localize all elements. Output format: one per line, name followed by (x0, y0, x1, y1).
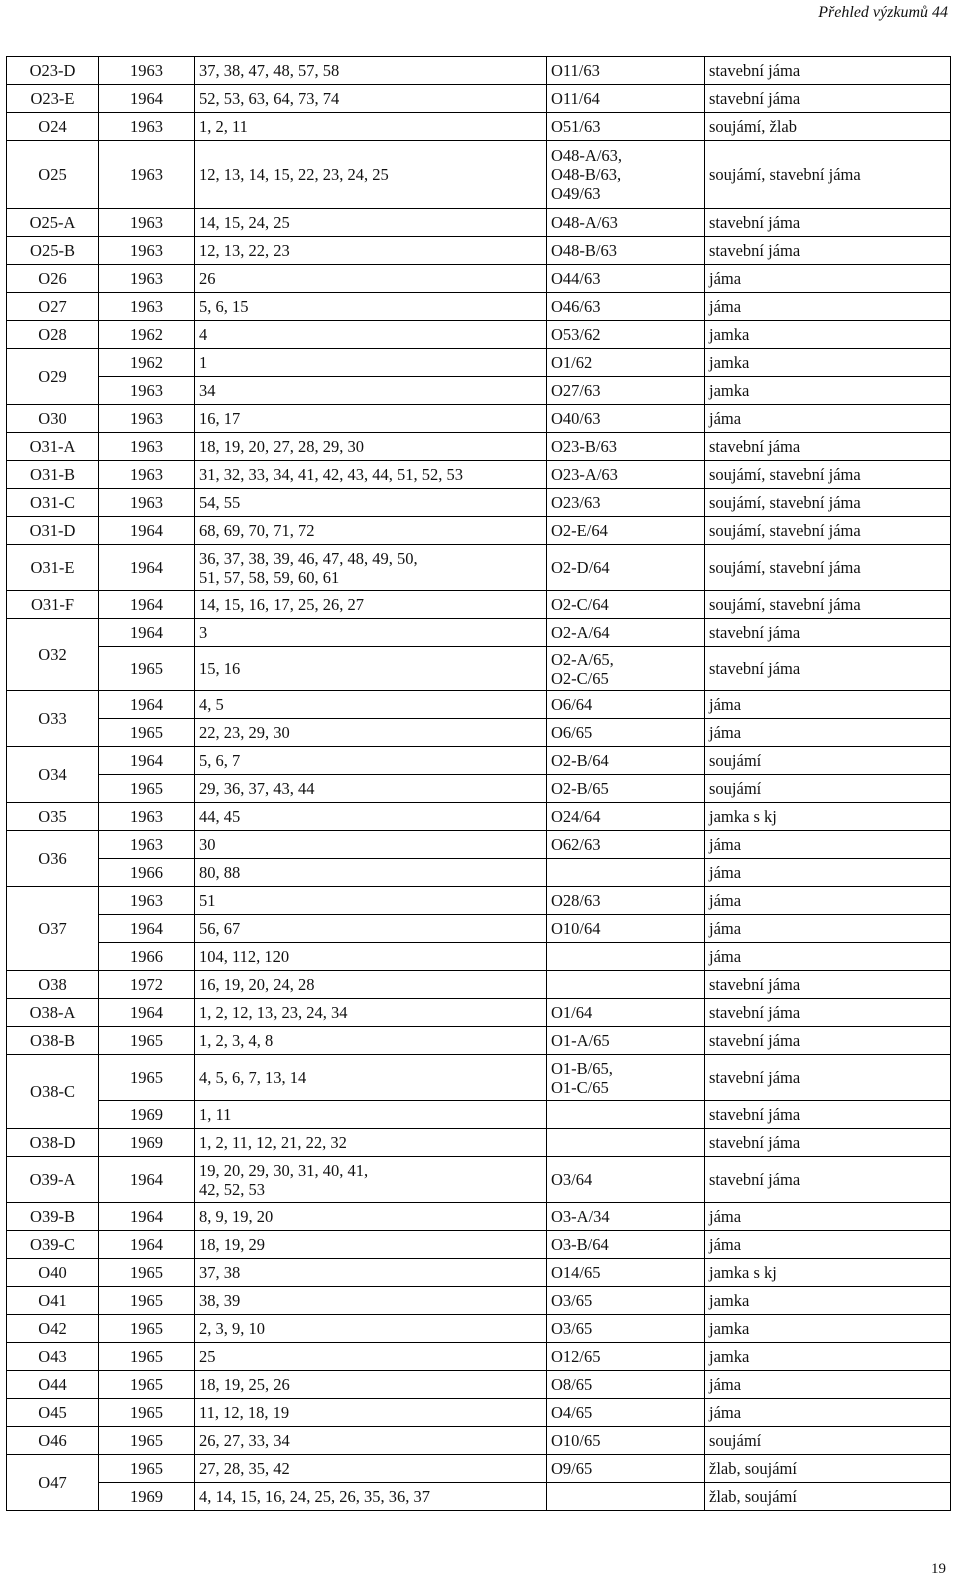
squares-cell: 14, 15, 16, 17, 25, 26, 27 (195, 591, 547, 619)
feature-type-cell: jáma (705, 943, 951, 971)
table-row (7, 999, 951, 1027)
year-cell: 1963 (99, 461, 195, 489)
year-cell: 1963 (99, 433, 195, 461)
feature-type-cell: stavební jáma (705, 1055, 951, 1101)
squares-cell: 29, 36, 37, 43, 44 (195, 775, 547, 803)
squares-cell: 11, 12, 18, 19 (195, 1399, 547, 1427)
object-id-cell: O31-F (7, 591, 99, 619)
feature-code-cell (547, 971, 705, 999)
squares-cell: 5, 6, 15 (195, 293, 547, 321)
year-cell: 1965 (99, 1343, 195, 1371)
feature-type-cell: jáma (705, 1371, 951, 1399)
year-cell: 1963 (99, 887, 195, 915)
feature-type-cell: jamka (705, 349, 951, 377)
object-id-cell: O31-A (7, 433, 99, 461)
year-cell: 1964 (99, 999, 195, 1027)
feature-type-cell: soujámí, stavební jáma (705, 141, 951, 209)
feature-code-cell (547, 859, 705, 887)
year-cell: 1963 (99, 141, 195, 209)
table-row (7, 293, 951, 321)
year-cell: 1964 (99, 591, 195, 619)
year-cell: 1963 (99, 237, 195, 265)
object-id-cell: O45 (7, 1399, 99, 1427)
table-row (7, 1259, 951, 1287)
year-cell: 1964 (99, 691, 195, 719)
table-row (7, 113, 951, 141)
object-id-cell: O33 (7, 691, 99, 747)
feature-code-cell: O62/63 (547, 831, 705, 859)
squares-cell: 18, 19, 25, 26 (195, 1371, 547, 1399)
squares-cell: 1 (195, 349, 547, 377)
feature-type-cell: jáma (705, 887, 951, 915)
year-cell: 1964 (99, 1203, 195, 1231)
feature-code-cell: O3-B/64 (547, 1231, 705, 1259)
squares-cell: 1, 2, 3, 4, 8 (195, 1027, 547, 1055)
object-id-cell: O41 (7, 1287, 99, 1315)
year-cell: 1965 (99, 1027, 195, 1055)
year-cell: 1964 (99, 1231, 195, 1259)
feature-code-cell (547, 1483, 705, 1511)
feature-code-cell: O2-A/64 (547, 619, 705, 647)
table-row (7, 1027, 951, 1055)
year-cell: 1965 (99, 1371, 195, 1399)
table-row (7, 887, 951, 915)
squares-cell: 12, 13, 14, 15, 22, 23, 24, 25 (195, 141, 547, 209)
table-row (7, 1427, 951, 1455)
year-cell: 1963 (99, 489, 195, 517)
year-cell: 1964 (99, 1157, 195, 1203)
year-cell: 1965 (99, 1399, 195, 1427)
object-id-cell: O43 (7, 1343, 99, 1371)
feature-type-cell: soujámí (705, 747, 951, 775)
year-cell: 1964 (99, 915, 195, 943)
year-cell: 1965 (99, 1427, 195, 1455)
object-id-cell: O32 (7, 619, 99, 691)
object-id-cell: O39-A (7, 1157, 99, 1203)
feature-code-cell (547, 1101, 705, 1129)
feature-type-cell: soujámí, stavební jáma (705, 489, 951, 517)
year-cell: 1963 (99, 293, 195, 321)
feature-type-cell: stavební jáma (705, 619, 951, 647)
feature-type-cell: stavební jáma (705, 209, 951, 237)
year-cell: 1969 (99, 1483, 195, 1511)
squares-cell: 26 (195, 265, 547, 293)
squares-cell: 30 (195, 831, 547, 859)
feature-type-cell: jáma (705, 691, 951, 719)
feature-type-cell: jamka s kj (705, 803, 951, 831)
feature-code-cell: O14/65 (547, 1259, 705, 1287)
feature-type-cell: jáma (705, 719, 951, 747)
table-row (7, 321, 951, 349)
year-cell: 1963 (99, 405, 195, 433)
table-row (7, 1129, 951, 1157)
object-id-cell: O30 (7, 405, 99, 433)
feature-type-cell: stavební jáma (705, 971, 951, 999)
object-id-cell: O39-C (7, 1231, 99, 1259)
squares-cell: 12, 13, 22, 23 (195, 237, 547, 265)
object-id-cell: O25 (7, 141, 99, 209)
feature-type-cell: soujámí, stavební jáma (705, 591, 951, 619)
feature-code-cell: O48-A/63 (547, 209, 705, 237)
year-cell: 1962 (99, 349, 195, 377)
table-row (7, 1315, 951, 1343)
object-id-cell: O40 (7, 1259, 99, 1287)
year-cell: 1965 (99, 647, 195, 691)
year-cell: 1964 (99, 619, 195, 647)
squares-cell: 1, 2, 11 (195, 113, 547, 141)
object-id-cell: O38 (7, 971, 99, 999)
table-row (7, 971, 951, 999)
year-cell: 1966 (99, 859, 195, 887)
year-cell: 1963 (99, 209, 195, 237)
table-row (7, 1101, 951, 1129)
object-id-cell: O39-B (7, 1203, 99, 1231)
table-row (7, 141, 951, 209)
year-cell: 1964 (99, 545, 195, 591)
table-row (7, 1231, 951, 1259)
table-row (7, 591, 951, 619)
squares-cell: 19, 20, 29, 30, 31, 40, 41, 42, 52, 53 (195, 1157, 547, 1203)
squares-cell: 5, 6, 7 (195, 747, 547, 775)
table-row (7, 1455, 951, 1483)
feature-code-cell: O48-B/63 (547, 237, 705, 265)
feature-type-cell: jáma (705, 859, 951, 887)
object-id-cell: O29 (7, 349, 99, 405)
feature-code-cell: O48-A/63, O48-B/63, O49/63 (547, 141, 705, 209)
feature-code-cell: O23/63 (547, 489, 705, 517)
object-id-cell: O31-B (7, 461, 99, 489)
feature-type-cell: soujámí, stavební jáma (705, 517, 951, 545)
squares-cell: 34 (195, 377, 547, 405)
feature-type-cell: stavební jáma (705, 647, 951, 691)
object-id-cell: O44 (7, 1371, 99, 1399)
squares-cell: 16, 19, 20, 24, 28 (195, 971, 547, 999)
feature-type-cell: jáma (705, 1231, 951, 1259)
table-row (7, 747, 951, 775)
feature-type-cell: stavební jáma (705, 237, 951, 265)
feature-code-cell: O1/62 (547, 349, 705, 377)
table-row (7, 433, 951, 461)
object-id-cell: O38-D (7, 1129, 99, 1157)
feature-type-cell: jamka (705, 1343, 951, 1371)
feature-type-cell: soujámí, stavební jáma (705, 545, 951, 591)
feature-code-cell: O23-B/63 (547, 433, 705, 461)
object-id-cell: O47 (7, 1455, 99, 1511)
squares-cell: 54, 55 (195, 489, 547, 517)
year-cell: 1969 (99, 1129, 195, 1157)
feature-type-cell: stavební jáma (705, 999, 951, 1027)
table-row (7, 85, 951, 113)
table-row (7, 1157, 951, 1203)
table-row (7, 943, 951, 971)
squares-cell: 4, 5 (195, 691, 547, 719)
squares-cell: 27, 28, 35, 42 (195, 1455, 547, 1483)
table-row (7, 691, 951, 719)
object-id-cell: O35 (7, 803, 99, 831)
table-row (7, 237, 951, 265)
feature-code-cell: O2-B/64 (547, 747, 705, 775)
year-cell: 1965 (99, 719, 195, 747)
squares-cell: 15, 16 (195, 647, 547, 691)
table-row (7, 719, 951, 747)
table-row (7, 265, 951, 293)
squares-cell: 104, 112, 120 (195, 943, 547, 971)
feature-type-cell: jáma (705, 1399, 951, 1427)
squares-cell: 44, 45 (195, 803, 547, 831)
feature-code-cell: O1-B/65, O1-C/65 (547, 1055, 705, 1101)
feature-type-cell: stavební jáma (705, 1027, 951, 1055)
running-header: Přehled výzkumů 44 (818, 4, 948, 21)
table-row (7, 405, 951, 433)
squares-cell: 1, 2, 11, 12, 21, 22, 32 (195, 1129, 547, 1157)
object-id-cell: O38-B (7, 1027, 99, 1055)
object-id-cell: O28 (7, 321, 99, 349)
year-cell: 1963 (99, 113, 195, 141)
object-id-cell: O42 (7, 1315, 99, 1343)
squares-cell: 4, 14, 15, 16, 24, 25, 26, 35, 36, 37 (195, 1483, 547, 1511)
feature-type-cell: jamka (705, 1287, 951, 1315)
feature-type-cell: stavební jáma (705, 85, 951, 113)
table-row (7, 915, 951, 943)
feature-type-cell: stavební jáma (705, 1101, 951, 1129)
table-row (7, 57, 951, 85)
squares-cell: 4, 5, 6, 7, 13, 14 (195, 1055, 547, 1101)
year-cell: 1965 (99, 775, 195, 803)
squares-cell: 52, 53, 63, 64, 73, 74 (195, 85, 547, 113)
object-id-cell: O36 (7, 831, 99, 887)
feature-type-cell: jamka (705, 377, 951, 405)
squares-cell: 2, 3, 9, 10 (195, 1315, 547, 1343)
table-row (7, 545, 951, 591)
feature-code-cell: O2-A/65, O2-C/65 (547, 647, 705, 691)
squares-cell: 8, 9, 19, 20 (195, 1203, 547, 1231)
squares-cell: 80, 88 (195, 859, 547, 887)
feature-code-cell: O28/63 (547, 887, 705, 915)
table-row (7, 647, 951, 691)
table-row (7, 1287, 951, 1315)
feature-code-cell: O3/65 (547, 1315, 705, 1343)
feature-type-cell: soujámí (705, 775, 951, 803)
table-row (7, 461, 951, 489)
table-row (7, 831, 951, 859)
year-cell: 1964 (99, 85, 195, 113)
feature-type-cell: jáma (705, 831, 951, 859)
feature-code-cell: O2-B/65 (547, 775, 705, 803)
feature-type-cell: jáma (705, 265, 951, 293)
squares-cell: 38, 39 (195, 1287, 547, 1315)
feature-code-cell: O23-A/63 (547, 461, 705, 489)
feature-code-cell: O2-E/64 (547, 517, 705, 545)
object-id-cell: O38-A (7, 999, 99, 1027)
year-cell: 1965 (99, 1055, 195, 1101)
excavation-table (6, 56, 951, 1511)
table-row (7, 489, 951, 517)
feature-code-cell: O24/64 (547, 803, 705, 831)
squares-cell: 37, 38, 47, 48, 57, 58 (195, 57, 547, 85)
feature-code-cell: O2-D/64 (547, 545, 705, 591)
feature-code-cell: O9/65 (547, 1455, 705, 1483)
year-cell: 1964 (99, 747, 195, 775)
table-body (7, 57, 951, 1511)
object-id-cell: O31-E (7, 545, 99, 591)
feature-code-cell: O51/63 (547, 113, 705, 141)
table-row (7, 1483, 951, 1511)
table-row (7, 209, 951, 237)
object-id-cell: O37 (7, 887, 99, 971)
feature-type-cell: stavební jáma (705, 1157, 951, 1203)
feature-type-cell: jamka (705, 321, 951, 349)
year-cell: 1965 (99, 1455, 195, 1483)
feature-code-cell: O4/65 (547, 1399, 705, 1427)
object-id-cell: O26 (7, 265, 99, 293)
feature-type-cell: žlab, soujámí (705, 1483, 951, 1511)
object-id-cell: O27 (7, 293, 99, 321)
feature-code-cell: O27/63 (547, 377, 705, 405)
year-cell: 1965 (99, 1287, 195, 1315)
squares-cell: 36, 37, 38, 39, 46, 47, 48, 49, 50, 51, 57, 58, 59, 60, 61 (195, 545, 547, 591)
table-row (7, 619, 951, 647)
object-id-cell: O25-B (7, 237, 99, 265)
feature-code-cell: O44/63 (547, 265, 705, 293)
squares-cell: 18, 19, 29 (195, 1231, 547, 1259)
squares-cell: 1, 2, 12, 13, 23, 24, 34 (195, 999, 547, 1027)
table-row (7, 1203, 951, 1231)
squares-cell: 22, 23, 29, 30 (195, 719, 547, 747)
feature-type-cell: jamka (705, 1315, 951, 1343)
table-row (7, 1055, 951, 1101)
year-cell: 1972 (99, 971, 195, 999)
year-cell: 1963 (99, 803, 195, 831)
feature-type-cell: žlab, soujámí (705, 1455, 951, 1483)
feature-code-cell: O1-A/65 (547, 1027, 705, 1055)
squares-cell: 31, 32, 33, 34, 41, 42, 43, 44, 51, 52, 53 (195, 461, 547, 489)
year-cell: 1964 (99, 517, 195, 545)
year-cell: 1963 (99, 831, 195, 859)
object-id-cell: O23-D (7, 57, 99, 85)
feature-code-cell: O11/63 (547, 57, 705, 85)
feature-type-cell: jáma (705, 915, 951, 943)
feature-code-cell: O6/64 (547, 691, 705, 719)
feature-type-cell: stavební jáma (705, 57, 951, 85)
table-row (7, 1399, 951, 1427)
table-row (7, 775, 951, 803)
object-id-cell: O31-C (7, 489, 99, 517)
year-cell: 1965 (99, 1315, 195, 1343)
feature-code-cell (547, 1129, 705, 1157)
table-row (7, 377, 951, 405)
squares-cell: 56, 67 (195, 915, 547, 943)
feature-code-cell: O10/65 (547, 1427, 705, 1455)
feature-code-cell: O46/63 (547, 293, 705, 321)
table-row (7, 1371, 951, 1399)
feature-code-cell: O40/63 (547, 405, 705, 433)
feature-type-cell: stavební jáma (705, 433, 951, 461)
feature-code-cell: O12/65 (547, 1343, 705, 1371)
feature-type-cell: jáma (705, 293, 951, 321)
year-cell: 1963 (99, 57, 195, 85)
squares-cell: 14, 15, 24, 25 (195, 209, 547, 237)
page-number: 19 (931, 1561, 946, 1577)
feature-code-cell: O3-A/34 (547, 1203, 705, 1231)
squares-cell: 68, 69, 70, 71, 72 (195, 517, 547, 545)
squares-cell: 1, 11 (195, 1101, 547, 1129)
year-cell: 1963 (99, 265, 195, 293)
table-row (7, 349, 951, 377)
feature-code-cell: O6/65 (547, 719, 705, 747)
year-cell: 1963 (99, 377, 195, 405)
feature-code-cell: O2-C/64 (547, 591, 705, 619)
year-cell: 1965 (99, 1259, 195, 1287)
object-id-cell: O24 (7, 113, 99, 141)
squares-cell: 37, 38 (195, 1259, 547, 1287)
object-id-cell: O23-E (7, 85, 99, 113)
year-cell: 1966 (99, 943, 195, 971)
squares-cell: 18, 19, 20, 27, 28, 29, 30 (195, 433, 547, 461)
feature-code-cell: O3/64 (547, 1157, 705, 1203)
feature-code-cell: O11/64 (547, 85, 705, 113)
squares-cell: 51 (195, 887, 547, 915)
object-id-cell: O38-C (7, 1055, 99, 1129)
feature-code-cell: O53/62 (547, 321, 705, 349)
squares-cell: 4 (195, 321, 547, 349)
object-id-cell: O31-D (7, 517, 99, 545)
feature-code-cell: O10/64 (547, 915, 705, 943)
squares-cell: 26, 27, 33, 34 (195, 1427, 547, 1455)
feature-type-cell: soujámí, žlab (705, 113, 951, 141)
squares-cell: 3 (195, 619, 547, 647)
squares-cell: 16, 17 (195, 405, 547, 433)
feature-type-cell: stavební jáma (705, 1129, 951, 1157)
feature-type-cell: jamka s kj (705, 1259, 951, 1287)
feature-type-cell: jáma (705, 405, 951, 433)
table-row (7, 1343, 951, 1371)
feature-code-cell: O8/65 (547, 1371, 705, 1399)
table-row (7, 859, 951, 887)
feature-type-cell: soujámí (705, 1427, 951, 1455)
table-row (7, 517, 951, 545)
feature-code-cell: O3/65 (547, 1287, 705, 1315)
feature-code-cell (547, 943, 705, 971)
feature-code-cell: O1/64 (547, 999, 705, 1027)
year-cell: 1969 (99, 1101, 195, 1129)
table-row (7, 803, 951, 831)
squares-cell: 25 (195, 1343, 547, 1371)
feature-type-cell: soujámí, stavební jáma (705, 461, 951, 489)
year-cell: 1962 (99, 321, 195, 349)
object-id-cell: O25-A (7, 209, 99, 237)
object-id-cell: O34 (7, 747, 99, 803)
object-id-cell: O46 (7, 1427, 99, 1455)
feature-type-cell: jáma (705, 1203, 951, 1231)
